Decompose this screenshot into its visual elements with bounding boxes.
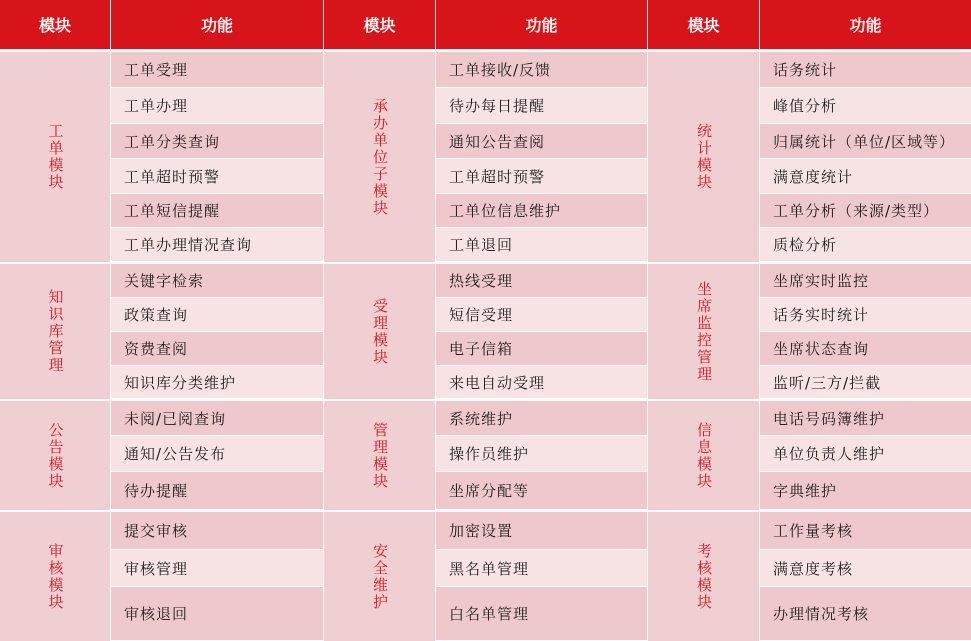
module-cell: 坐席监控管理 bbox=[648, 264, 759, 399]
function-cell: 工作量考核 bbox=[760, 512, 971, 549]
function-cell: 通知/公告发布 bbox=[111, 436, 323, 471]
function-cell: 黑名单管理 bbox=[436, 550, 647, 586]
header-module-3: 模块 bbox=[648, 0, 759, 49]
module-cell: 承办单位子模块 bbox=[324, 52, 435, 262]
function-cell: 来电自动受理 bbox=[436, 366, 647, 398]
function-cell: 坐席状态查询 bbox=[760, 332, 971, 365]
function-cell: 资费查阅 bbox=[111, 332, 323, 365]
function-cell: 加密设置 bbox=[436, 512, 647, 549]
function-cell: 工单短信提醒 bbox=[111, 194, 323, 227]
function-cell: 政策查询 bbox=[111, 298, 323, 331]
function-cell: 工单超时预警 bbox=[111, 159, 323, 193]
header-function-2: 功能 bbox=[436, 0, 647, 49]
function-cell: 工单受理 bbox=[111, 52, 323, 87]
function-cell: 短信受理 bbox=[436, 298, 647, 331]
function-cell: 知识库分类维护 bbox=[111, 366, 323, 398]
function-cell: 满意度统计 bbox=[760, 159, 971, 193]
module-cell: 管理模块 bbox=[324, 401, 435, 510]
function-cell: 待办每日提醒 bbox=[436, 88, 647, 123]
header-module-2: 模块 bbox=[324, 0, 435, 49]
function-cell: 峰值分析 bbox=[760, 88, 971, 123]
function-cell: 工单分析（来源/类型） bbox=[760, 194, 971, 227]
function-cell: 单位负责人维护 bbox=[760, 436, 971, 471]
function-cell: 坐席分配等 bbox=[436, 472, 647, 509]
function-cell: 质检分析 bbox=[760, 228, 971, 261]
module-cell: 信息模块 bbox=[648, 401, 759, 510]
module-cell: 受理模块 bbox=[324, 264, 435, 399]
function-cell: 审核退回 bbox=[111, 587, 323, 640]
module-cell: 审核模块 bbox=[0, 512, 110, 641]
function-cell: 工单超时预警 bbox=[436, 159, 647, 193]
function-cell: 归属统计（单位/区域等） bbox=[760, 124, 971, 158]
function-cell: 电话号码簿维护 bbox=[760, 401, 971, 435]
header-function-3: 功能 bbox=[760, 0, 971, 49]
function-cell: 话务统计 bbox=[760, 52, 971, 87]
function-cell: 操作员维护 bbox=[436, 436, 647, 471]
function-cell: 字典维护 bbox=[760, 472, 971, 509]
function-cell: 坐席实时监控 bbox=[760, 264, 971, 297]
header-module-1: 模块 bbox=[0, 0, 110, 49]
function-cell: 工单分类查询 bbox=[111, 124, 323, 158]
header-function-1: 功能 bbox=[111, 0, 323, 49]
function-cell: 白名单管理 bbox=[436, 587, 647, 640]
module-cell: 考核模块 bbox=[648, 512, 759, 641]
function-cell: 工单退回 bbox=[436, 228, 647, 261]
function-cell: 电子信箱 bbox=[436, 332, 647, 365]
function-cell: 工单办理 bbox=[111, 88, 323, 123]
function-cell: 满意度考核 bbox=[760, 550, 971, 586]
function-cell: 话务实时统计 bbox=[760, 298, 971, 331]
function-cell: 工单位信息维护 bbox=[436, 194, 647, 227]
module-cell: 公告模块 bbox=[0, 401, 110, 510]
function-cell: 监听/三方/拦截 bbox=[760, 366, 971, 398]
function-cell: 提交审核 bbox=[111, 512, 323, 549]
function-cell: 热线受理 bbox=[436, 264, 647, 297]
function-cell: 通知公告查阅 bbox=[436, 124, 647, 158]
function-cell: 系统维护 bbox=[436, 401, 647, 435]
module-cell: 知识库管理 bbox=[0, 264, 110, 399]
function-cell: 未阅/已阅查询 bbox=[111, 401, 323, 435]
module-cell: 统计模块 bbox=[648, 52, 759, 262]
module-cell: 安全维护 bbox=[324, 512, 435, 641]
function-cell: 待办提醒 bbox=[111, 472, 323, 509]
function-cell: 关键字检索 bbox=[111, 264, 323, 297]
function-cell: 办理情况考核 bbox=[760, 587, 971, 640]
function-cell: 工单办理情况查询 bbox=[111, 228, 323, 261]
module-cell: 工单模块 bbox=[0, 52, 110, 262]
function-cell: 审核管理 bbox=[111, 550, 323, 586]
function-cell: 工单接收/反馈 bbox=[436, 52, 647, 87]
